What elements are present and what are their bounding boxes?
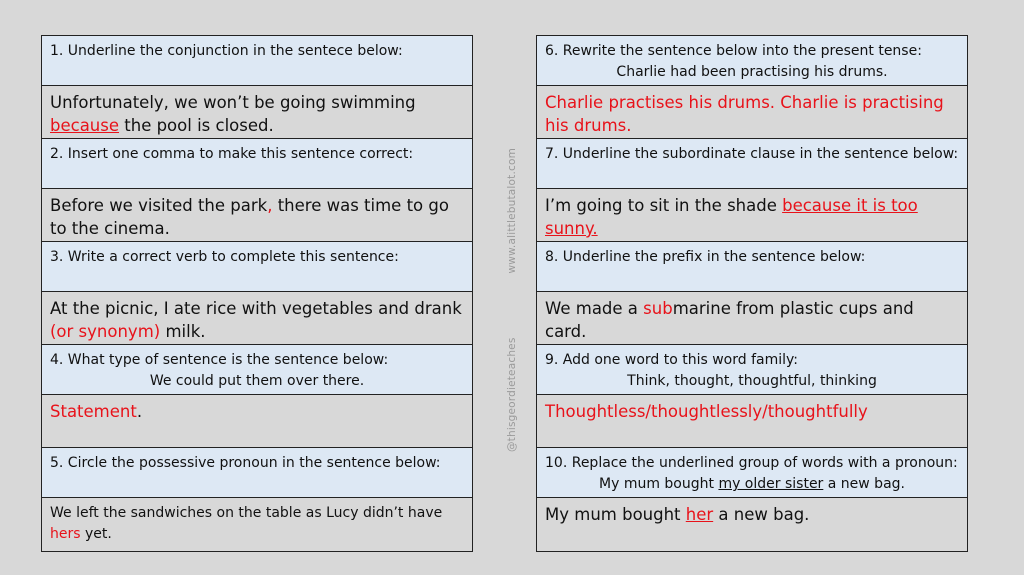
watermark <box>506 116 518 484</box>
question-8 <box>537 242 967 292</box>
answer-2-text-end: there was time to go to the cinema. <box>50 196 449 238</box>
question-10-sentence-start: My mum bought <box>599 476 719 492</box>
answer-3-highlight: (or synonym) <box>50 322 161 341</box>
answer-5-highlight: hers <box>50 526 81 542</box>
question-10-text: 10. Replace the underlined group of words with a pronoun: <box>545 455 958 471</box>
question-10-sentence <box>545 474 959 495</box>
answer-8-highlight: sub <box>643 299 673 318</box>
question-5 <box>42 448 472 498</box>
answer-5-text: We left the sandwiches on the table as Lucy didn’t have <box>50 505 443 521</box>
answer-2-text: Before we visited the park <box>50 196 268 215</box>
question-6-text: 6. Rewrite the sentence below into the present tense: <box>545 43 922 59</box>
answer-7-text: I’m going to sit in the shade <box>545 196 783 215</box>
answer-8-text: We made a <box>545 299 644 318</box>
left-question-panel <box>41 35 473 552</box>
answer-3 <box>42 292 472 345</box>
answer-8 <box>537 292 967 345</box>
answer-10-highlight: her <box>685 505 714 524</box>
answer-4 <box>42 395 472 448</box>
answer-3-text: At the picnic, I ate rice with vegetables and drank <box>50 299 462 318</box>
answer-6-highlight: Charlie practises his drums. Charlie is practising his drums. <box>545 93 944 135</box>
answer-9 <box>537 395 967 448</box>
question-4-sentence: We could put them over there. <box>149 373 365 389</box>
answer-9-highlight: Thoughtless/thoughtlessly/thoughtfully <box>545 402 868 421</box>
question-9-text: 9. Add one word to this word family: <box>545 352 798 368</box>
watermark-site: www.alittlebutalot.com <box>506 147 518 274</box>
question-4 <box>42 345 472 395</box>
question-10 <box>537 448 967 498</box>
question-2 <box>42 139 472 189</box>
answer-10-text: My mum bought <box>545 505 686 524</box>
question-3-text: 3. Write a correct verb to complete this sentence: <box>50 249 399 265</box>
answer-2 <box>42 189 472 242</box>
question-9 <box>537 345 967 395</box>
answer-8-text-end: marine from plastic cups and card. <box>545 299 914 341</box>
answer-1-text: Unfortunately, we won’t be going swimming <box>50 93 416 112</box>
answer-2-highlight: , <box>267 196 273 215</box>
answer-6 <box>537 86 967 139</box>
question-1-text: 1. Underline the conjunction in the sentece below: <box>50 43 403 59</box>
question-6-sentence: Charlie had been practising his drums. <box>616 64 888 80</box>
question-8-text: 8. Underline the prefix in the sentence below: <box>545 249 866 265</box>
answer-7 <box>537 189 967 242</box>
right-question-panel <box>536 35 968 552</box>
question-3 <box>42 242 472 292</box>
question-7-text: 7. Underline the subordinate clause in the sentence below: <box>545 146 959 162</box>
answer-1-text-end: the pool is closed. <box>119 116 274 135</box>
question-5-text: 5. Circle the possessive pronoun in the sentence below: <box>50 455 441 471</box>
answer-4-highlight: Statement <box>50 402 137 421</box>
question-10-underlined: my older sister <box>718 476 824 492</box>
question-1 <box>42 36 472 86</box>
question-6 <box>537 36 967 86</box>
answer-10-text-end: a new bag. <box>713 505 810 524</box>
watermark-handle: @thisgeordieteaches <box>506 337 518 453</box>
answer-5-text-end: yet. <box>80 526 112 542</box>
question-7 <box>537 139 967 189</box>
answer-4-text-end: . <box>136 402 143 421</box>
answer-1-highlight: because <box>50 116 120 135</box>
answer-10 <box>537 498 967 551</box>
question-10-sentence-end: a new bag. <box>823 476 905 492</box>
answer-7-highlight: because it is too sunny. <box>545 196 918 238</box>
question-4-text: 4. What type of sentence is the sentence below: <box>50 352 389 368</box>
question-2-text: 2. Insert one comma to make this sentence correct: <box>50 146 414 162</box>
question-9-word-family: Think, thought, thoughtful, thinking <box>627 373 877 389</box>
answer-3-text-end: milk. <box>160 322 206 341</box>
answer-5 <box>42 498 472 551</box>
answer-1 <box>42 86 472 139</box>
